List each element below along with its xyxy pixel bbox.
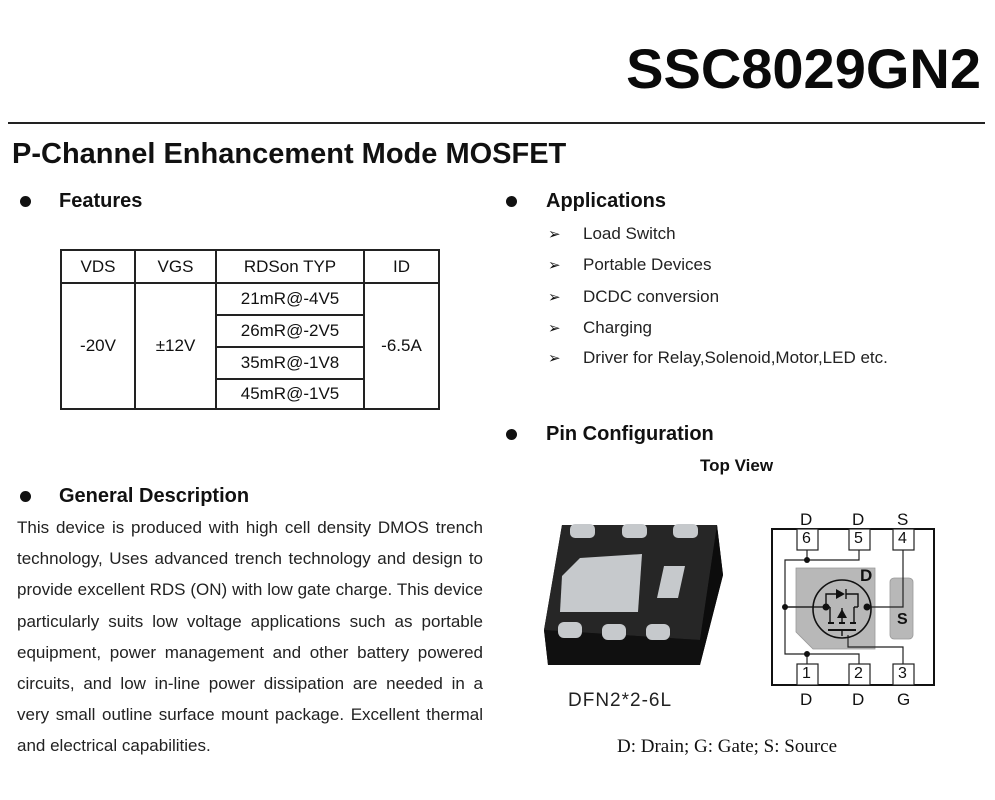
application-item	[548, 287, 719, 307]
application-item	[548, 318, 652, 338]
top-view-label: Top View	[700, 456, 774, 475]
arrow-bullet-icon: ➢	[548, 289, 561, 306]
application-label: DCDC conversion	[583, 287, 720, 306]
source-pad-label: S	[897, 611, 908, 628]
header-id: ID	[364, 250, 439, 283]
application-item	[548, 224, 676, 244]
application-item	[548, 348, 888, 368]
pin-5-number: 5	[854, 530, 863, 547]
pin-configuration-heading: Pin Configuration	[546, 423, 714, 445]
header-rdson: RDSon TYP	[216, 250, 364, 283]
arrow-bullet-icon: ➢	[548, 226, 561, 243]
cell-id: -6.5A	[364, 283, 439, 409]
applications-heading: Applications	[546, 190, 667, 212]
features-spec-table	[60, 249, 440, 410]
features-heading: Features	[59, 190, 143, 212]
cell-rdson: 45mR@-1V5	[216, 379, 364, 409]
header-vgs: VGS	[135, 250, 216, 283]
bullet-icon	[20, 196, 31, 207]
pin-1-function: D	[800, 690, 813, 709]
arrow-bullet-icon: ➢	[548, 320, 561, 337]
cell-vds: -20V	[61, 283, 135, 409]
application-label: Portable Devices	[583, 255, 712, 274]
bullet-icon	[506, 196, 517, 207]
pin-2-number: 2	[854, 665, 863, 682]
pin-3-number: 3	[898, 665, 907, 682]
cell-rdson: 21mR@-4V5	[216, 283, 364, 315]
cell-rdson: 26mR@-2V5	[216, 315, 364, 347]
pin-3-function: G	[897, 690, 911, 709]
application-label: Load Switch	[583, 224, 676, 243]
pin-6-number: 6	[802, 530, 811, 547]
general-description-heading: General Description	[59, 485, 250, 507]
pin-4-function: S	[897, 510, 909, 529]
application-item	[548, 255, 712, 275]
pin-5-function: D	[852, 510, 865, 529]
pin-2-function: D	[852, 690, 865, 709]
arrow-bullet-icon: ➢	[548, 257, 561, 274]
cell-vgs: ±12V	[135, 283, 216, 409]
part-number-title: SSC8029GN2	[626, 37, 981, 100]
package-label: DFN2*2-6L	[568, 690, 673, 711]
arrow-bullet-icon: ➢	[548, 350, 561, 367]
pin-6-function: D	[800, 510, 813, 529]
general-description-text: This device is produced with high cell density DMOS trench technology, Uses advanced trench technology and design to provide excellent RDS (ON) with low gate charge. This device particularly suits low voltage applications such as portable equipment, power management and other battery powered circuits, and low in-line power dissipation are needed in a very small outline surface mount package. Excellent thermal and electrical capabilities.	[17, 518, 483, 756]
bullet-icon	[20, 491, 31, 502]
pin-diagram	[770, 510, 940, 710]
pin-legend: D: Drain; G: Gate; S: Source	[617, 736, 838, 757]
pin-1-number: 1	[802, 665, 811, 682]
pin-4-number: 4	[898, 530, 907, 547]
header-vds: VDS	[61, 250, 135, 283]
header-divider	[8, 122, 985, 124]
application-label: Driver for Relay,Solenoid,Motor,LED etc.	[583, 348, 888, 367]
drain-pad-label: D	[860, 566, 873, 585]
cell-rdson: 35mR@-1V8	[216, 347, 364, 379]
device-subtitle: P-Channel Enhancement Mode MOSFET	[12, 138, 567, 170]
bullet-icon	[506, 429, 517, 440]
dfn-package-icon	[540, 520, 725, 670]
application-label: Charging	[583, 318, 652, 337]
